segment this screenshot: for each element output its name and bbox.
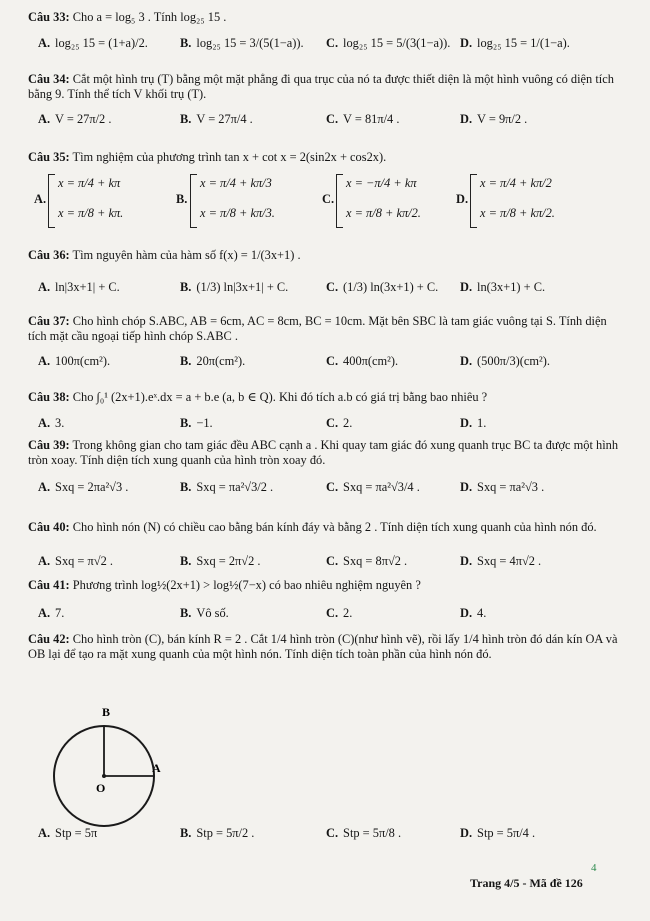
option-c: C. Stp = 5π/8 . bbox=[326, 826, 402, 840]
question-40 bbox=[28, 520, 628, 568]
option-c: C. V = 81π/4 . bbox=[326, 112, 400, 126]
option-d: D. Sxq = πa²√3 . bbox=[460, 480, 545, 494]
question-label: Câu 40: bbox=[28, 520, 70, 534]
option-b: B. −1. bbox=[180, 416, 213, 430]
question-text: Cho ∫₀¹ (2x+1).eˣ.dx = a + b.e (a, b ∈ Q). Khi đó tích a.b có giá trị bằng bao nhiêu ? bbox=[72, 390, 488, 404]
center-dot bbox=[102, 774, 106, 778]
question-text: Cho hình tròn (C), bán kính R = 2 . Cắt 1/4 hình tròn (C)(như hình vẽ), rồi lấy 1/4 hình tròn đó dán kín OA và OB lại để tạo ra mặt xung quanh của một hình nón. Tính diện tích toàn phần của hình nón đó. bbox=[28, 632, 618, 661]
question-36 bbox=[28, 248, 628, 294]
option-c: C. Sxq = 8π√2 . bbox=[326, 554, 408, 568]
question-text: Cho a = log₅ 3 . Tính log₂₅ 15 . bbox=[72, 10, 227, 24]
question-42-options bbox=[28, 822, 628, 844]
option-a: A. 3. bbox=[38, 416, 65, 430]
option-b: B. Sxq = πa²√3/2 . bbox=[180, 480, 274, 494]
options bbox=[28, 602, 628, 624]
option-a: A. 100π(cm²). bbox=[38, 354, 111, 368]
option-b: B. V = 27π/4 . bbox=[180, 112, 253, 126]
option-b: B. 20π(cm²). bbox=[180, 354, 246, 368]
option-c: C. 2. bbox=[326, 606, 353, 620]
question-text: Cắt một hình trụ (T) bằng một mặt phẳng đi qua trục của nó ta được thiết diện là một hình vuông có diện tích bằng 9. Tính thể tích V khối trụ (T). bbox=[28, 72, 614, 101]
option-b: B. Vô số. bbox=[180, 606, 229, 620]
option-b: B. Stp = 5π/2 . bbox=[180, 826, 255, 840]
page-mark: 4 bbox=[591, 862, 597, 874]
option-c: C. log₂₅ 15 = 5/(3(1−a)). bbox=[326, 36, 451, 50]
circle-figure bbox=[46, 698, 166, 838]
question-label: Câu 42: bbox=[28, 632, 70, 646]
label-o: O bbox=[96, 781, 106, 795]
question-35 bbox=[28, 150, 628, 220]
option-d: D. 4. bbox=[460, 606, 487, 620]
question-label: Câu 38: bbox=[28, 390, 70, 404]
option-a: A. V = 27π/2 . bbox=[38, 112, 112, 126]
option-d: D. log₂₅ 15 = 1/(1−a). bbox=[460, 36, 570, 50]
option-b: B. (1/3) ln|3x+1| + C. bbox=[180, 280, 289, 294]
option-d: D. Sxq = 4π√2 . bbox=[460, 554, 542, 568]
label-a: A bbox=[152, 761, 161, 775]
question-label: Câu 35: bbox=[28, 150, 70, 164]
question-41 bbox=[28, 578, 628, 620]
question-label: Câu 34: bbox=[28, 72, 70, 86]
question-39 bbox=[28, 438, 628, 494]
question-34 bbox=[28, 72, 628, 126]
options bbox=[28, 276, 628, 298]
option-c: C. 400π(cm²). bbox=[326, 354, 399, 368]
option-a: A. Sxq = π√2 . bbox=[38, 554, 113, 568]
question-42 bbox=[28, 632, 628, 662]
question-38 bbox=[28, 390, 628, 430]
options bbox=[28, 350, 628, 372]
options bbox=[28, 108, 628, 130]
label-b: B bbox=[102, 705, 111, 719]
question-label: Câu 39: bbox=[28, 438, 70, 452]
question-text: Tìm nguyên hàm của hàm số f(x) = 1/(3x+1) . bbox=[72, 248, 301, 262]
options bbox=[28, 476, 628, 498]
option-a: A. Sxq = 2πa²√3 . bbox=[38, 480, 129, 494]
page-footer: Trang 4/5 - Mã đề 126 bbox=[470, 876, 583, 890]
option-a: A. 7. bbox=[38, 606, 65, 620]
question-37 bbox=[28, 314, 628, 368]
option-d: D. V = 9π/2 . bbox=[460, 112, 528, 126]
options bbox=[28, 550, 628, 572]
question-label: Câu 37: bbox=[28, 314, 70, 328]
option-d: D. ln(3x+1) + C. bbox=[460, 280, 546, 294]
option-b: B. log₂₅ 15 = 3/(5(1−a)). bbox=[180, 36, 304, 50]
question-text: Tìm nghiệm của phương trình tan x + cot x = 2(sin2x + cos2x). bbox=[72, 150, 387, 164]
question-label: Câu 41: bbox=[28, 578, 70, 592]
option-d: D. Stp = 5π/4 . bbox=[460, 826, 536, 840]
option-c: C. 2. bbox=[326, 416, 353, 430]
question-text: Phương trình log½(2x+1) > log½(7−x) có bao nhiêu nghiệm nguyên ? bbox=[72, 578, 421, 592]
option-b: B. Sxq = 2π√2 . bbox=[180, 554, 261, 568]
question-text: Trong không gian cho tam giác đều ABC cạnh a . Khi quay tam giác đó xung quanh trục BC ta được một hình tròn xoay. Tính diện tích xung quanh của hình tròn xoay đó. bbox=[28, 438, 619, 467]
option-c: C. Sxq = πa²√3/4 . bbox=[326, 480, 420, 494]
options bbox=[28, 32, 628, 54]
question-text: Cho hình nón (N) có chiều cao bằng bán kính đáy và bằng 2 . Tính diện tích xung quanh của hình nón đó. bbox=[72, 520, 597, 534]
question-33 bbox=[28, 10, 628, 50]
question-label: Câu 36: bbox=[28, 248, 70, 262]
option-c: C. (1/3) ln(3x+1) + C. bbox=[326, 280, 439, 294]
options bbox=[28, 412, 628, 434]
options: A. x = π/4 + kπ x = π/8 + kπ. B. x = π/4 + kπ/3 x = π/8 + kπ/3. C. x = −π/4 + kπ x = π/8 + kπ/2. D. x = π/4 + kπ/2 x = π/8 + kπ/2. bbox=[28, 170, 628, 236]
option-a: A. ln|3x+1| + C. bbox=[38, 280, 120, 294]
option-a: A. log₂₅ 15 = (1+a)/2. bbox=[38, 36, 148, 50]
question-text: Cho hình chóp S.ABC, AB = 6cm, AC = 8cm, BC = 10cm. Mặt bên SBC là tam giác vuông tại S. Tính diện tích mặt cầu ngoại tiếp hình chóp S.ABC . bbox=[28, 314, 607, 343]
option-d: D. 1. bbox=[460, 416, 487, 430]
question-label: Câu 33: bbox=[28, 10, 70, 24]
option-a: A. Stp = 5π bbox=[38, 826, 98, 840]
option-d: D. (500π/3)(cm²). bbox=[460, 354, 550, 368]
